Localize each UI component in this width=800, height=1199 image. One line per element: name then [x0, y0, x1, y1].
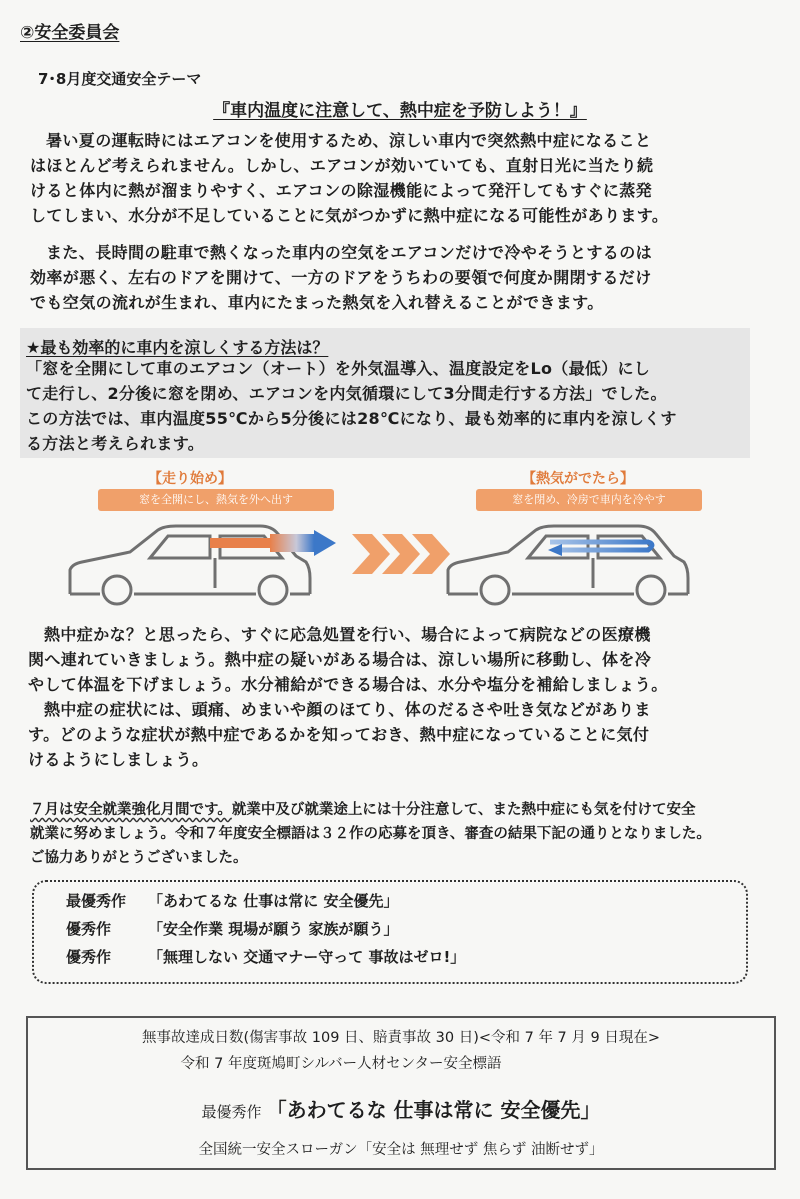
notice-emphasis: ７月は安全就業強化月間です。: [30, 802, 232, 818]
safety-month-notice: [30, 798, 780, 870]
tip-line: る方法と考えられます。: [26, 434, 205, 453]
cool-air-arrow-icon: [548, 542, 652, 556]
para-line: す。どのような症状が熱中症であるかを知っておき、熱中症になっていることに気付: [28, 725, 650, 744]
accident-free-box: [26, 1016, 776, 1170]
para-line: 熱中症の症状には、頭痛、めまいや顔のほてり、体のだるさや吐き気などがありま: [44, 700, 651, 719]
award-category: 優秀作: [66, 948, 112, 966]
car-right-icon: [448, 526, 688, 604]
accident-free-days: 無事故達成日数(傷害事故 109 日、賠責事故 30 日)<令和 7 年 7 月 9 日現在>: [141, 1030, 660, 1046]
center-award-category: 最優秀作: [201, 1103, 262, 1121]
para-line: 暑い夏の運転時にはエアコンを使用するため、涼しい車内で突然熱中症になること: [46, 131, 652, 150]
para-line: やして体温を下げましょう。水分補給ができる場合は、水分や塩分を補給しましょう。: [28, 675, 668, 694]
award-slogan: 「あわてるな 仕事は常に 安全優先」: [148, 892, 399, 910]
tip-line: て走行し、2分後に窓を閉め、エアコンを内気循環にして3分間走行する方法」でした。: [26, 384, 667, 403]
figure-right-label: 【熱気がでたら】: [522, 471, 634, 487]
paragraph-1: [30, 128, 775, 228]
para-line: また、長時間の駐車で熱くなった車内の空気をエアコンだけで冷やそうとするのは: [46, 243, 653, 262]
para-line: 熱中症かな？と思ったら、すぐに応急処置を行い、場合によって病院などの医療機: [44, 625, 651, 644]
para-line: はほとんど考えられません。しかし、エアコンが効いていても、直射日光に当たり続: [30, 156, 654, 175]
para-line: 効率が悪く、左右のドアを開けて、一方のドアをうちわの要領で何度か開閉するだけ: [30, 268, 652, 287]
car-illustration: [60, 518, 710, 608]
para-line: けると体内に熱が溜まりやすく、エアコンの除湿機能によって発汗してもすぐに蒸発: [30, 181, 653, 200]
hot-air-arrow-icon: [210, 530, 336, 556]
notice-line: ７月は安全就業強化月間です。就業中及び就業途上には十分注意して、また熱中症にも気を付けて安全: [30, 802, 696, 818]
figure-left-label: 【走り始め】: [148, 471, 232, 487]
awards-box: [32, 880, 748, 984]
figure-left-pill: 窓を全開にし、熱気を外へ出す: [98, 489, 334, 511]
tip-line: 「窓を全開にして車のエアコン（オート）を外気温導入、温度設定をLo（最低）にし: [26, 359, 651, 378]
para-line: してしまい、水分が不足していることに気がつかずに熱中症になる可能性があります。: [30, 206, 669, 225]
tip-line: この方法では、車内温度55℃から5分後には28℃になり、最も効率的に車内を涼しくす: [26, 409, 677, 428]
para-line: でも空気の流れが生まれ、車内にたまった熱気を入れ替えることができます。: [30, 293, 604, 312]
paragraph-2: [30, 240, 775, 315]
award-row: [66, 890, 398, 911]
center-award-slogan: 「あわてるな 仕事は常に 安全優先」: [266, 1098, 601, 1122]
award-slogan: 「無理しない 交通マナー守って 事故はゼロ!」: [148, 948, 466, 966]
award-category: 最優秀作: [66, 892, 127, 910]
tip-body: [26, 356, 746, 456]
tip-heading: ★最も効率的に車内を涼しくする方法は？: [26, 338, 329, 357]
notice-line: ご協力ありがとうございました。: [30, 850, 248, 866]
theme-main: 『車内温度に注意して、熱中症を予防しよう！』: [213, 101, 587, 121]
paragraph-3: [28, 622, 780, 772]
notice-line: 就業に努めましょう。令和７年度安全標語は３２作の応募を頂き、審査の結果下記の通りとなりました。: [30, 826, 711, 842]
award-category: 優秀作: [66, 920, 112, 938]
center-award: [28, 1094, 774, 1123]
national-slogan: 全国統一安全スローガン「安全は 無理せず 焦らず 油断せず」: [198, 1142, 604, 1158]
section-title: ②安全委員会: [20, 23, 120, 43]
award-row: [66, 918, 398, 939]
para-line: けるようにしましょう。: [28, 750, 209, 769]
center-slogan-title: 令和 7 年度斑鳩町シルバー人材センター安全標語: [180, 1056, 502, 1072]
chevron-right-icon: [352, 534, 450, 574]
figure-right-pill: 窓を閉め、冷房で車内を冷やす: [476, 489, 702, 511]
theme-label: 7･8月度交通安全テーマ: [38, 70, 202, 88]
award-row: [66, 946, 465, 967]
award-slogan: 「安全作業 現場が願う 家族が願う」: [148, 920, 399, 938]
para-line: 関へ連れていきましょう。熱中症の疑いがある場合は、涼しい場所に移動し、体を冷: [28, 650, 652, 669]
